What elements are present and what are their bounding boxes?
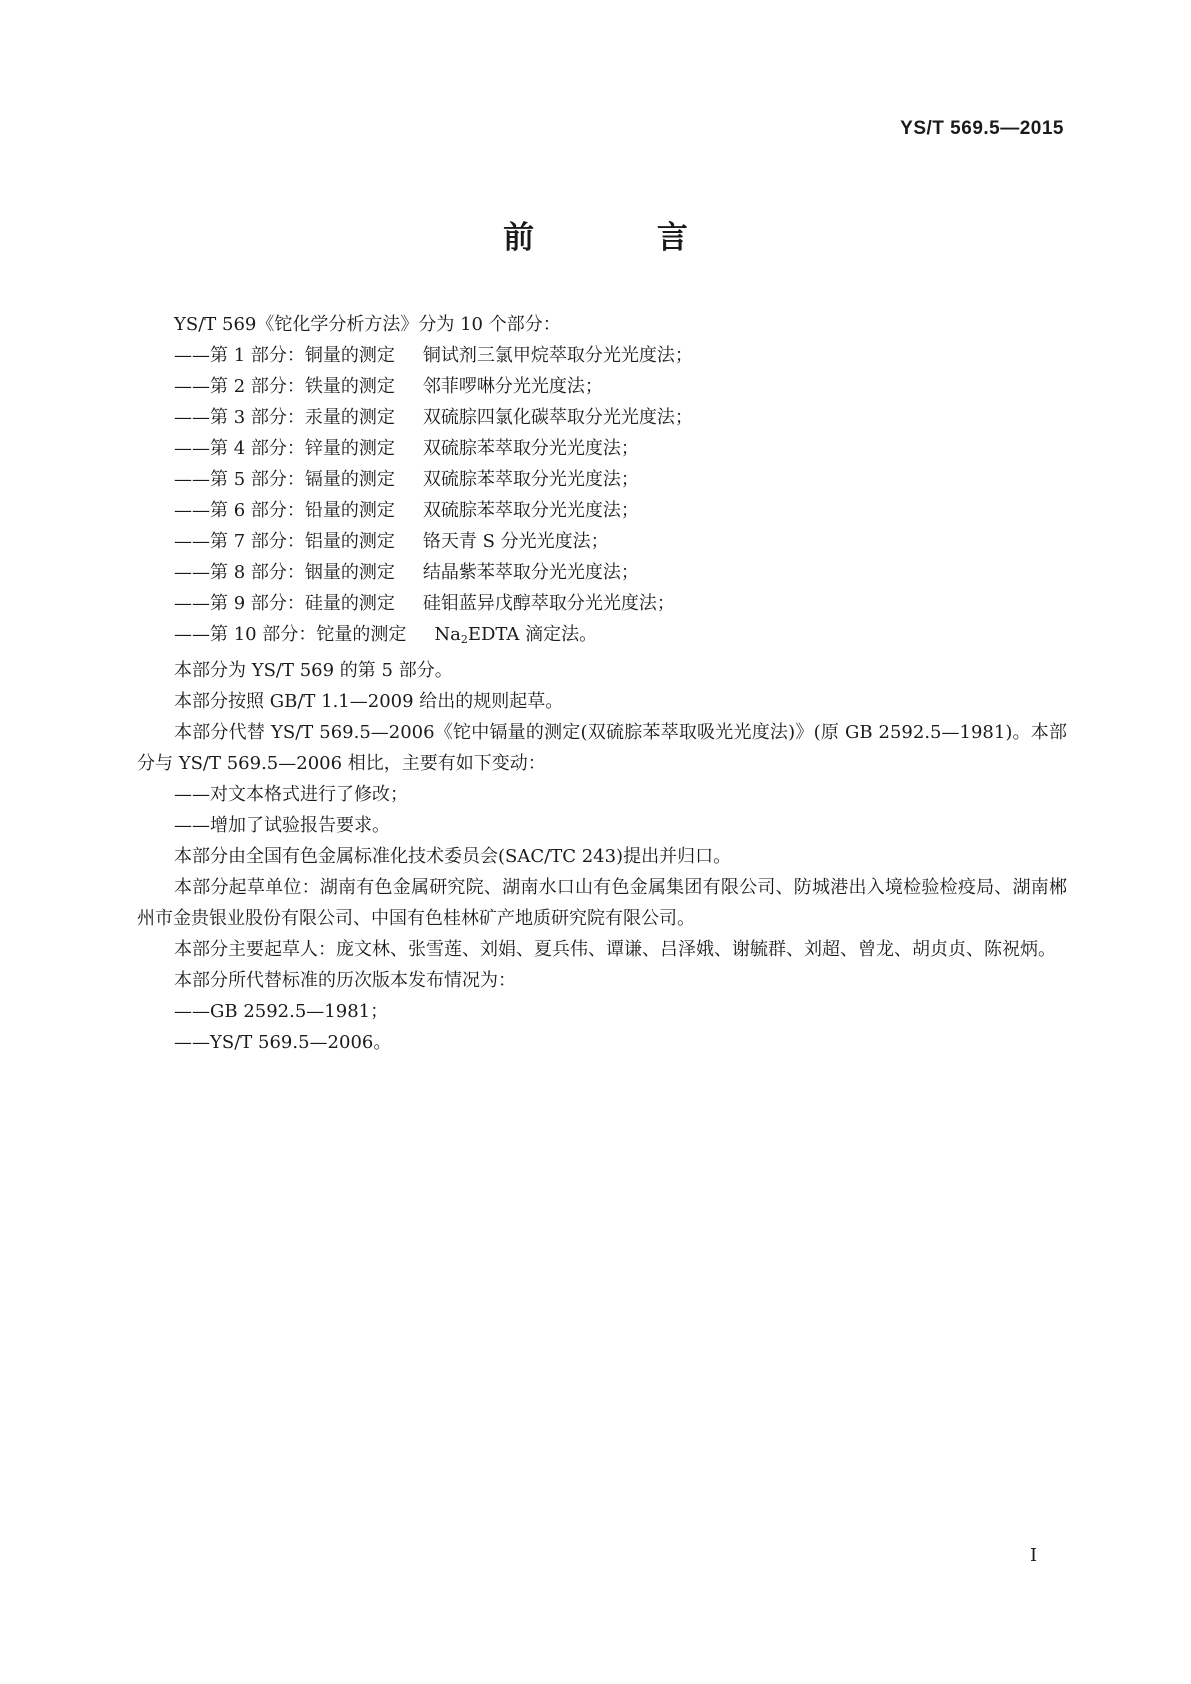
standard-code: YS/T 569.5—2015	[900, 118, 1064, 139]
part-label: ——第 5 部分：镉量的测定	[174, 469, 395, 490]
part-label: ——第 10 部分：铊量的测定	[174, 624, 407, 645]
part-method: 铜试剂三氯甲烷萃取分光光度法；	[422, 345, 693, 366]
part-method-post: EDTA 滴定法。	[467, 624, 598, 645]
drafters-paragraph: 本部分主要起草人：庞文林、张雪莲、刘娟、夏兵伟、谭谦、吕泽娥、谢毓群、刘超、曾龙、胡贞贞、陈祝炳。	[174, 939, 1056, 960]
part-label: ——第 6 部分：铅量的测定	[174, 500, 395, 521]
part-item	[137, 526, 1067, 557]
change-item: ——对文本格式进行了修改；	[174, 784, 408, 805]
page-title: 前 言	[503, 220, 744, 256]
part-method: 双硫腙苯萃取分光光度法；	[422, 438, 639, 459]
page-number: I	[1030, 1545, 1038, 1566]
replaces-paragraph: 本部分代替 YS/T 569.5—2006《铊中镉量的测定(双硫腙苯萃取吸光光度法)》(原 GB 2592.5—1981)。本部分与 YS/T 569.5—2006 相比，主要有如下变动：	[137, 722, 1067, 774]
part-method: 双硫腙苯萃取分光光度法；	[422, 469, 639, 490]
part-label: ——第 7 部分：铝量的测定	[174, 531, 395, 552]
part-item	[137, 402, 1067, 433]
part-label: ——第 8 部分：铟量的测定	[174, 562, 395, 583]
part-method: 双硫腙四氯化碳萃取分光光度法；	[422, 407, 693, 428]
part-item	[137, 464, 1067, 495]
change-item: ——增加了试验报告要求。	[174, 815, 390, 836]
drafting-rules-paragraph: 本部分按照 GB/T 1.1—2009 给出的规则起草。	[174, 691, 564, 712]
history-item: ——YS/T 569.5—2006。	[174, 1032, 392, 1053]
intro-paragraph: YS/T 569《铊化学分析方法》分为 10 个部分：	[174, 314, 561, 335]
part-item	[137, 557, 1067, 588]
part-item	[137, 495, 1067, 526]
part-label: ——第 2 部分：铁量的测定	[174, 376, 395, 397]
part-method: 双硫腙苯萃取分光光度法；	[422, 500, 639, 521]
part-method: 铬天青 S 分光光度法；	[422, 531, 609, 552]
part-method: 邻菲啰啉分光光度法；	[422, 376, 603, 397]
history-item: ——GB 2592.5—1981；	[174, 1001, 389, 1022]
part-method-pre: Na	[434, 624, 461, 645]
history-paragraph: 本部分所代替标准的历次版本发布情况为：	[174, 970, 516, 991]
drafting-units-paragraph: 本部分起草单位：湖南有色金属研究院、湖南水口山有色金属集团有限公司、防城港出入境检验检疫局、湖南郴州市金贵银业股份有限公司、中国有色桂林矿产地质研究院有限公司。	[137, 877, 1067, 929]
part-label: ——第 1 部分：铜量的测定	[174, 345, 395, 366]
part-label: ——第 9 部分：硅量的测定	[174, 593, 395, 614]
part-method: 硅钼蓝异戊醇萃取分光光度法；	[422, 593, 675, 614]
foreword-body	[137, 309, 1067, 1058]
part-method: 结晶紫苯萃取分光光度法；	[422, 562, 639, 583]
subscript: 2	[460, 633, 468, 646]
part-label: ——第 3 部分：汞量的测定	[174, 407, 395, 428]
part-item	[137, 588, 1067, 619]
part-item-10	[137, 619, 1067, 655]
part-item	[137, 340, 1067, 371]
this-part-paragraph: 本部分为 YS/T 569 的第 5 部分。	[174, 660, 453, 681]
part-item	[137, 371, 1067, 402]
part-label: ——第 4 部分：锌量的测定	[174, 438, 395, 459]
part-item	[137, 433, 1067, 464]
proposed-by-paragraph: 本部分由全国有色金属标准化技术委员会(SAC/TC 243)提出并归口。	[174, 846, 732, 867]
